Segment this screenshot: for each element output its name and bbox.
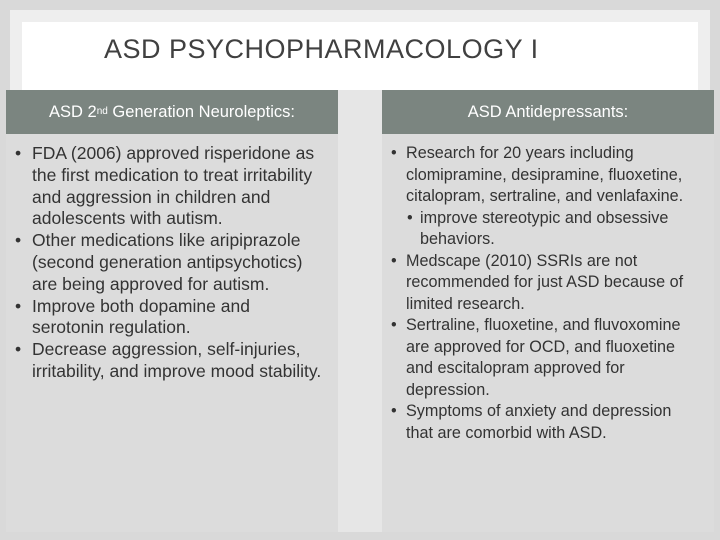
title-box bbox=[22, 22, 698, 94]
list-item: • Sertraline, fluoxetine, and fluvoxomine are approved for OCD, and fluoxetine and escitalopram approved for depression. bbox=[390, 315, 700, 401]
right-column-body bbox=[382, 134, 714, 444]
column-gap bbox=[338, 90, 382, 532]
list-item: • Symptoms of anxiety and depression that are comorbid with ASD. bbox=[390, 401, 700, 444]
list-item: • Other medications like aripiprazole (second generation antipsychotics) are being approved for autism. bbox=[6, 230, 324, 295]
sub-bullet-list bbox=[406, 208, 700, 251]
left-header-suffix: Generation Neuroleptics: bbox=[107, 102, 295, 121]
right-bullet-list bbox=[390, 143, 700, 444]
right-column-header: ASD Antidepressants: bbox=[382, 90, 714, 134]
right-column bbox=[382, 90, 714, 532]
list-item-text: Research for 20 years including clomipramine, desipramine, fluoxetine, citalopram, sertraline, and venlafaxine. bbox=[406, 144, 684, 205]
left-column-header: ASD 2 nd Generation Neuroleptics: bbox=[6, 90, 338, 134]
list-item bbox=[390, 143, 700, 251]
list-item: • Decrease aggression, self-injuries, irritability, and improve mood stability. bbox=[6, 339, 324, 383]
left-column bbox=[6, 90, 338, 532]
slide-title: ASD PSYCHOPHARMACOLOGY I bbox=[104, 34, 539, 64]
left-header-prefix: ASD 2 bbox=[49, 102, 97, 121]
list-item: • FDA (2006) approved risperidone as the first medication to treat irritability and aggression in children and adolescents with autism. bbox=[6, 143, 324, 230]
list-item: • Medscape (2010) SSRIs are not recommended for just ASD because of limited research. bbox=[390, 251, 700, 316]
left-column-body bbox=[6, 134, 338, 383]
list-item: • Improve both dopamine and serotonin regulation. bbox=[6, 296, 324, 340]
left-bullet-list bbox=[6, 143, 324, 383]
sub-list-item: • improve stereotypic and obsessive behaviors. bbox=[406, 208, 700, 251]
